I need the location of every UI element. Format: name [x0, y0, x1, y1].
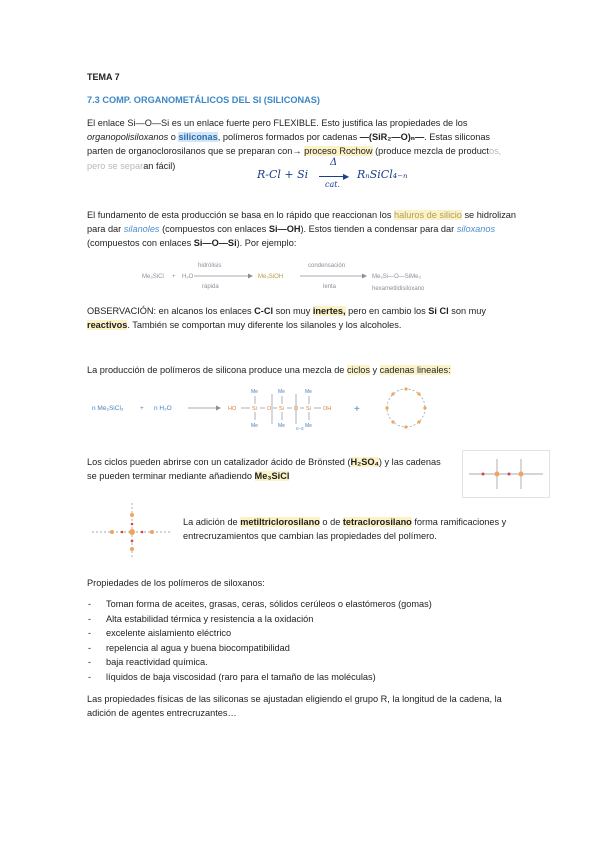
formula-chain: —(SiR₂—O)ₙ— [359, 132, 425, 143]
s2-o1: O [267, 406, 272, 412]
hand-lhs: R-Cl + Si [257, 168, 309, 181]
s1-cond-top: condensación [308, 263, 346, 269]
list-item: - baja reactividad química. [87, 655, 507, 670]
s2-oh: OH [323, 406, 332, 412]
s2-plus: + [140, 405, 144, 412]
s1-arrow1-head [248, 274, 253, 279]
s1-arrow2-head [362, 274, 367, 279]
s1-product: Me₃Si—O—SiMe₃ [372, 274, 421, 280]
keyword-silanoles: silanoles [123, 224, 160, 235]
s2-me1: Me [251, 389, 258, 395]
keyword-haluros: haluros de silicio [393, 210, 462, 220]
s1-product-name: hexametildisiloxano [372, 286, 425, 292]
structure-endcap [462, 450, 550, 498]
scheme-polymer [88, 380, 448, 440]
paragraph-final: Las propiedades físicas de las siliconas se ajustadan eligiendo el grupo R, la longitud de la cadena, la adición de agentes entrecruzantes… [87, 694, 502, 719]
handwritten-reaction [257, 157, 417, 190]
properties-title: Propiedades de los polímeros de siloxanos: [87, 578, 265, 588]
properties-list [87, 597, 507, 685]
list-item: - excelente aislamiento eléctrico [87, 626, 507, 641]
hand-cat: cat. [325, 180, 341, 189]
list-item: - Alta estabilidad térmica y resistencia a la oxidación [87, 612, 507, 627]
s1-water: H₂O [182, 274, 194, 280]
paragraph-adicion: La adición de metiltriclorosilano o de tetraclorosilano forma ramificaciones y entrecruzamientos que cambian las propiedades del polímero. [183, 517, 507, 542]
keyword-h2so4: H₂SO₄ [350, 457, 379, 467]
s2-sub: n−2 [296, 426, 304, 431]
hand-delta: Δ [330, 157, 338, 168]
keyword-tetraclorosilano: tetraclorosilano [342, 517, 412, 527]
s1-hydro-top: hidrólisis [198, 263, 222, 269]
paragraph-produccion: La producción de polímeros de silicona produce una mezcla de ciclos y cadenas lineales: [87, 365, 451, 375]
s2-r2: n H₂O [154, 405, 172, 412]
keyword-rochow: proceso Rochow [304, 146, 373, 157]
section-title: 7.3 COMP. ORGANOMETÁLICOS DEL SI (SILICONAS) [87, 95, 320, 105]
s2-me3: Me [278, 389, 285, 395]
scheme-hydrolysis [140, 256, 480, 296]
keyword-reactivos: reactivos [87, 320, 128, 331]
paragraph-enlace: El enlace Si—O—Si es un enlace fuerte pero FLEXIBLE. Esto justifica las propiedades de los organopolisiloxanos o siliconas, polímeros formados por cadenas —(SiR₂—O)ₙ—. Estas siliconas parten de organoclorosilanos que se preparan con→ proceso Rochow (produce mezcla de productos, pero se separan fácil) [87, 118, 502, 171]
s2-si2: Si [279, 406, 284, 412]
keyword-siliconas: siliconas [178, 132, 218, 143]
s2-o2: O [294, 406, 299, 412]
s2-me6: Me [305, 423, 312, 429]
s2-r1: n Me₂SiCl₂ [92, 405, 124, 412]
hand-rhs: RₙSiCl₄₋ₙ [357, 168, 408, 181]
s2-me5: Me [305, 389, 312, 395]
list-item: - Toman forma de aceites, grasas, ceras, sólidos cerúleos o elastómeros (gomas) [87, 597, 507, 612]
s2-ring-atoms [385, 387, 426, 428]
keyword-siloxanos: siloxanos [456, 224, 496, 235]
keyword-inertes: inertes, [312, 306, 346, 316]
s1-plus: + [172, 274, 176, 280]
s2-ho: HO [228, 406, 237, 412]
list-item: - repelencia al agua y buena biocompatibilidad [87, 641, 507, 656]
s2-si1: Si [252, 406, 257, 412]
paragraph-ciclos: Los ciclos pueden abrirse con un catalizador ácido de Brönsted (H₂SO₄) y las cadenas se pueden terminar mediante añadiendo Me₃SiCl [87, 457, 441, 482]
s2-arrow-head [216, 406, 221, 411]
paragraph-fundamento: El fundamento de esta producción se basa en lo rápido que reaccionan los haluros de silicio se hidrolizan para dar silanoles (compuestos con enlaces Si—OH). Estos tienden a condensar para dar siloxanos (compuestos con enlaces Si—O—Si). Por ejemplo: [87, 210, 517, 249]
s2-me2: Me [251, 423, 258, 429]
list-item: - líquidos de baja viscosidad (raro para el tamaño de las moléculas) [87, 670, 507, 685]
s1-intermediate: Me₃SiOH [258, 274, 284, 280]
tema-heading: TEMA 7 [87, 72, 120, 82]
paragraph-observacion: OBSERVACIÓN: en alcanos los enlaces C-Cl son muy inertes, pero en cambio los Si Cl son muy reactivos. También se comportan muy diferente los silanoles y los alcoholes. [87, 306, 486, 331]
keyword-ciclos: ciclos [346, 365, 370, 375]
keyword-metiltriclorosilano: metiltriclorosilano [240, 517, 320, 527]
s1-hydro-bottom: rápida [202, 284, 219, 290]
keyword-cadenas: cadenas lineales: [379, 365, 451, 375]
s1-cond-bottom: lenta [323, 284, 337, 290]
structure-branching [88, 499, 176, 561]
s2-si3: Si [306, 406, 311, 412]
s2-plus2: + [354, 404, 360, 415]
s2-me4: Me [278, 423, 285, 429]
keyword-me3sicl: Me₃SiCl [254, 471, 290, 482]
s1-reactant: Me₃SiCl [142, 274, 164, 280]
hand-arrow-head: ▶ [343, 172, 350, 181]
